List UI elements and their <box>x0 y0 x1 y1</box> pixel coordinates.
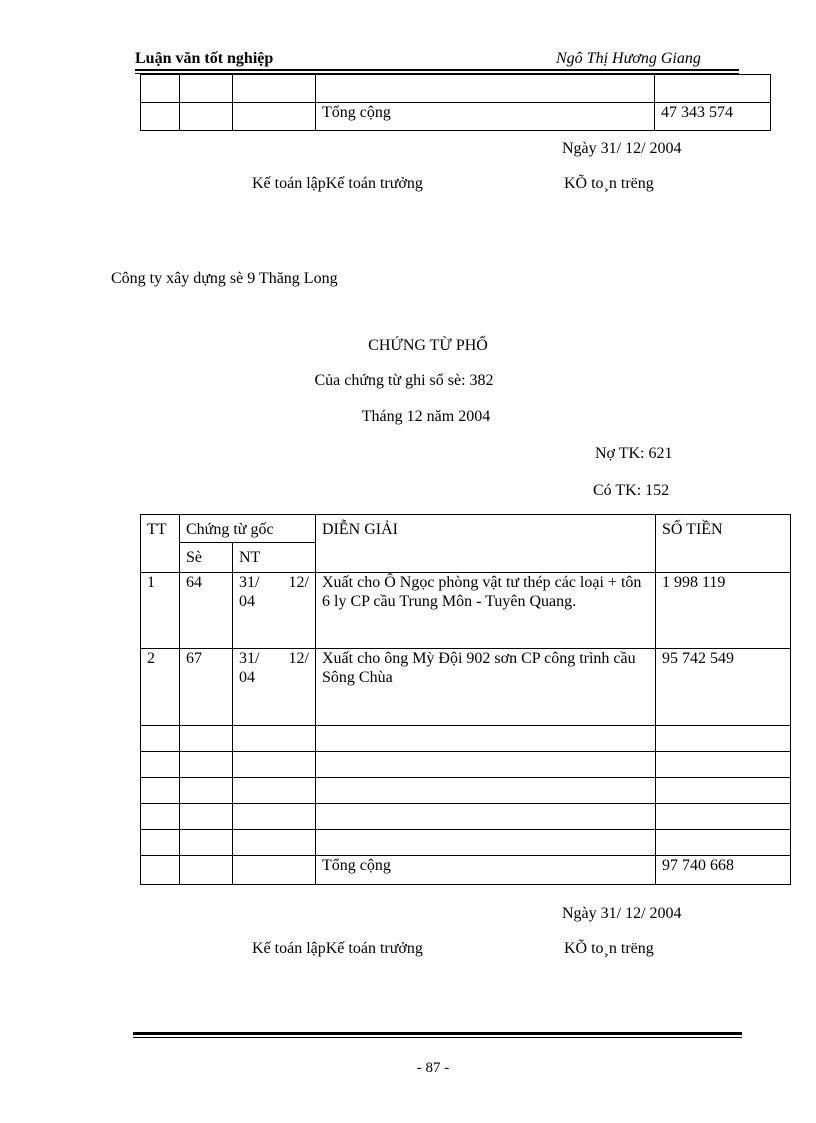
table-row <box>141 778 791 804</box>
running-header-title: Luận văn tốt nghiệp <box>135 50 274 67</box>
company-name: Công ty xây dựng sè 9 Thăng Long <box>111 270 338 287</box>
signature-director: KÕ to¸n trëng <box>564 175 654 192</box>
debit-account: Nợ TK: 621 <box>595 445 673 462</box>
credit-account: Có TK: 152 <box>593 482 670 499</box>
row-doc-date: 31/ 12/ 04 <box>233 573 316 649</box>
header-rule <box>135 69 739 71</box>
row-tt: 1 <box>141 573 180 649</box>
col-doc-number: Sè <box>180 543 233 573</box>
document-period: Tháng 12 năm 2004 <box>361 408 491 425</box>
footer-rule-thin <box>133 1037 742 1038</box>
table-row <box>141 726 791 752</box>
table-header-row <box>141 515 791 543</box>
running-header-author: Ngô Thị Hương Giang <box>556 50 701 67</box>
col-description: DIỄN GIẢI <box>316 515 656 573</box>
row-doc-date: 31/ 12/ 04 <box>233 649 316 726</box>
table-row <box>141 804 791 830</box>
table-row <box>141 573 791 649</box>
table-row <box>141 75 771 103</box>
row-description: Xuất cho ông Mỳ Đội 902 sơn CP công trình cầu Sông Chùa <box>316 649 656 726</box>
row-tt: 2 <box>141 649 180 726</box>
signature-preparer-chief: Kế toán lậpKế toán trưởng <box>252 940 423 957</box>
col-tt: TT <box>141 515 180 573</box>
table-row <box>141 752 791 778</box>
document-subtitle: Của chứng từ ghi sổ sè: 382 <box>314 372 494 389</box>
signature-director: KÕ to¸n trëng <box>564 940 654 957</box>
continued-table <box>140 74 771 131</box>
date-line: Ngày 31/ 12/ 2004 <box>562 140 682 157</box>
table-row <box>141 649 791 726</box>
row-doc-number: 64 <box>180 573 233 649</box>
row-description: Xuất cho Ô Ngọc phòng vật tư thép các loại + tôn 6 ly CP cầu Trung Môn - Tuyên Quang. <box>316 573 656 649</box>
total-label: Tổng cộng <box>316 856 656 885</box>
document-title: CHỨNG TỪ PHỐ <box>368 337 488 354</box>
row-amount: 1 998 119 <box>656 573 791 649</box>
total-value: 47 343 574 <box>655 103 771 131</box>
page-number: - 87 - <box>416 1060 450 1076</box>
table-row <box>141 830 791 856</box>
voucher-table <box>140 514 791 885</box>
total-row <box>141 856 791 885</box>
col-doc-date: NT <box>233 543 316 573</box>
date-line: Ngày 31/ 12/ 2004 <box>562 905 682 922</box>
total-value: 97 740 668 <box>656 856 791 885</box>
row-amount: 95 742 549 <box>656 649 791 726</box>
col-amount: SỐ TIỀN <box>656 515 791 573</box>
row-doc-number: 67 <box>180 649 233 726</box>
total-row <box>141 103 771 131</box>
total-label: Tổng cộng <box>316 103 655 131</box>
col-source-doc: Chứng từ gốc <box>180 515 316 543</box>
signature-preparer-chief: Kế toán lậpKế toán trưởng <box>252 175 423 192</box>
footer-rule <box>133 1032 742 1035</box>
